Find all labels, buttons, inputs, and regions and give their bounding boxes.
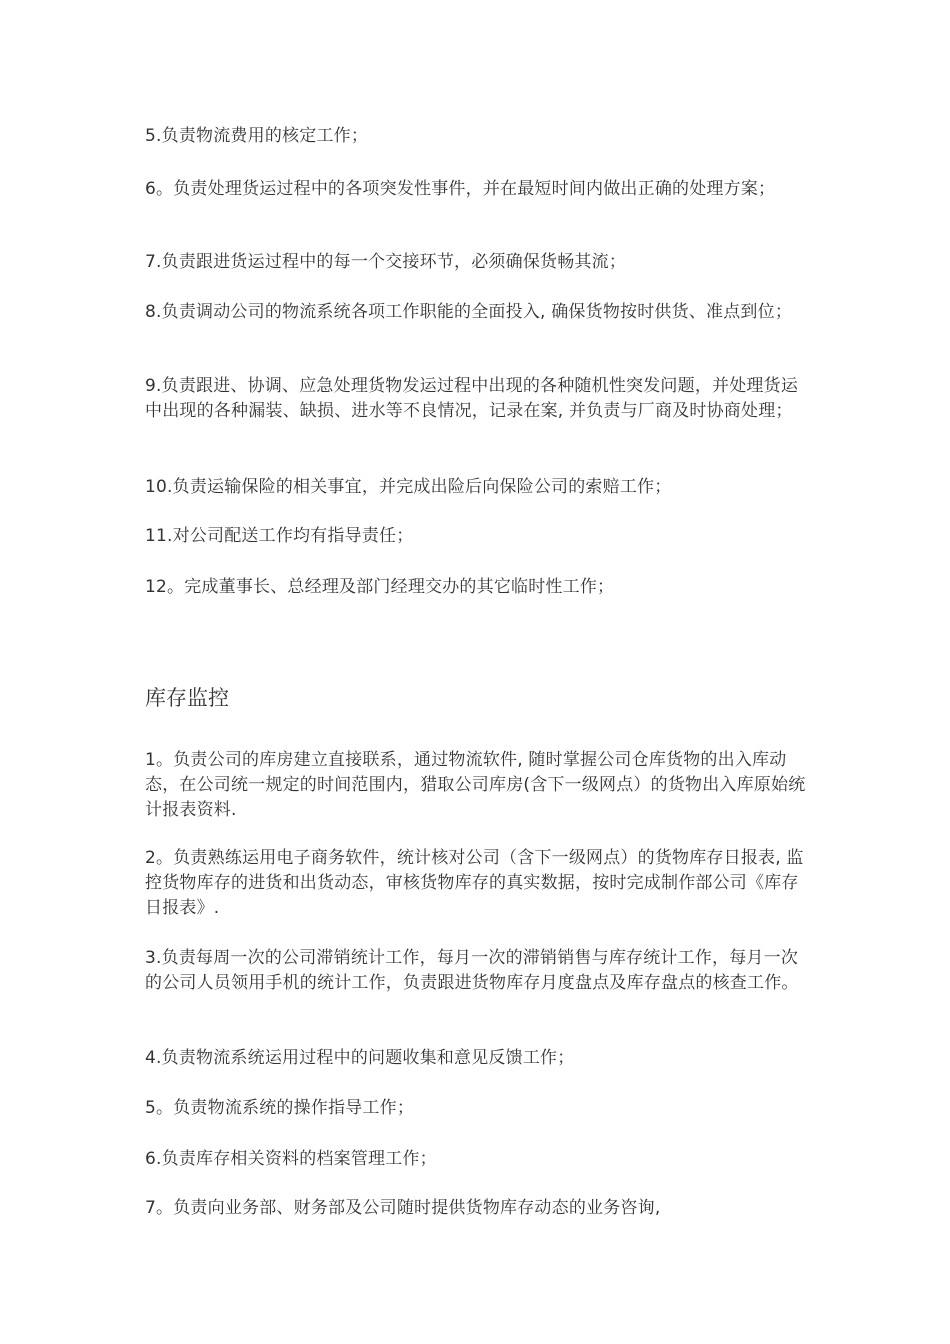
section-title-inventory: 库存监控 [145,686,229,710]
paragraph-logistics-9: 9.负责跟进、协调、应急处理货物发运过程中出现的各种随机性突发问题，并处理货运中出现的各种漏装、缺损、进水等不良情况，记录在案, 并负责与厂商及时协商处理； [145,376,799,421]
paragraph-logistics-11: 11.对公司配送工作均有指导责任； [145,526,414,546]
paragraph-logistics-10: 10.负责运输保险的相关事宜，并完成出险后向保险公司的索赔工作； [145,477,672,497]
paragraph-inventory-5: 5。负责物流系统的操作指导工作； [145,1098,415,1118]
paragraph-logistics-7: 7.负责跟进货运过程中的每一个交接环节，必须确保货畅其流； [145,252,627,272]
paragraph-inventory-4: 4.负责物流系统运用过程中的问题收集和意见反馈工作； [145,1048,575,1068]
paragraph-inventory-6: 6.负责库存相关资料的档案管理工作； [145,1149,437,1169]
paragraph-inventory-1: 1。负责公司的库房建立直接联系，通过物流软件, 随时掌握公司仓库货物的出入库动态，在公司统一规定的时间范围内，猎取公司库房(含下一级网点）的货物出入库原始统计报表资料. [145,750,806,820]
paragraph-inventory-7: 7。负责向业务部、财务部及公司随时提供货物库存动态的业务咨询, [145,1198,661,1218]
paragraph-inventory-2: 2。负责熟练运用电子商务软件，统计核对公司（含下一级网点）的货物库存日报表, 监控货物库存的进货和出货动态，审核货物库存的真实数据，按时完成制作部公司《库存日报表》. [145,848,804,918]
paragraph-logistics-5: 5.负责物流费用的核定工作； [145,126,369,146]
paragraph-logistics-12: 12。完成董事长、总经理及部门经理交办的其它临时性工作； [145,577,615,597]
paragraph-logistics-8: 8.负责调动公司的物流系统各项工作职能的全面投入, 确保货物按时供货、准点到位； [145,302,793,322]
paragraph-inventory-3: 3.负责每周一次的公司滞销统计工作，每月一次的滞销销售与库存统计工作，每月一次的公司人员领用手机的统计工作，负责跟进货物库存月度盘点及库存盘点的核查工作。 [145,948,799,993]
paragraph-logistics-6: 6。负责处理货运过程中的各项突发性事件，并在最短时间内做出正确的处理方案； [145,179,776,199]
